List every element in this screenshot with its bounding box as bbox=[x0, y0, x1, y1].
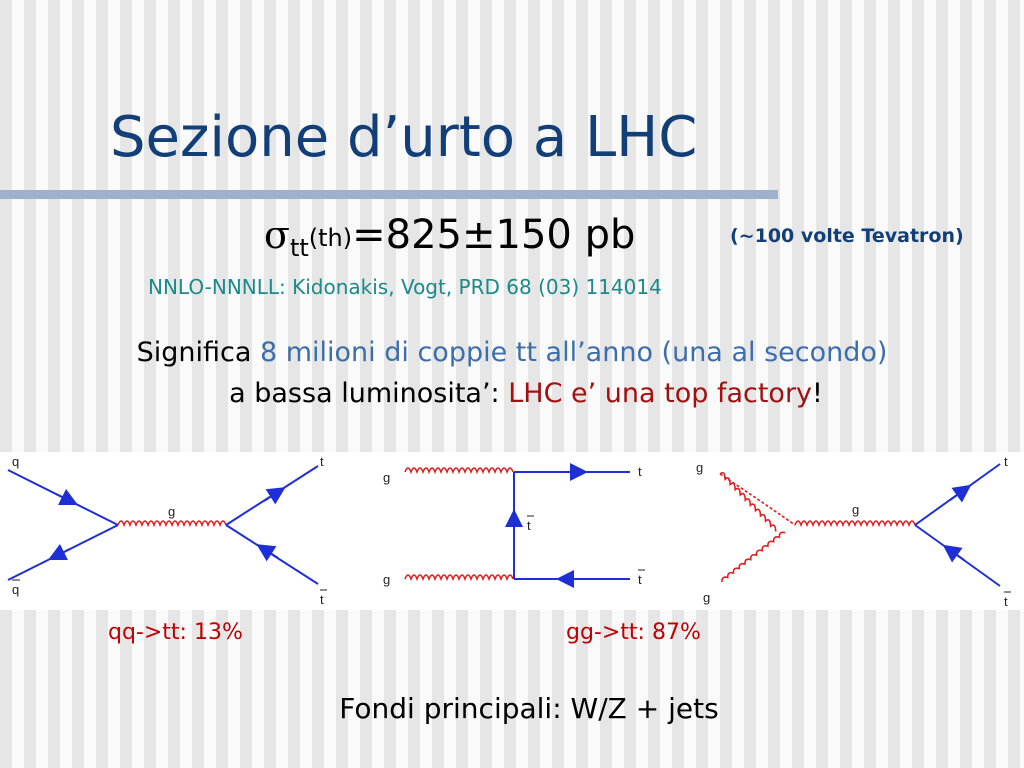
label-out-top: t bbox=[1004, 454, 1008, 469]
significance-prefix: Significa bbox=[136, 337, 260, 368]
diagram-qq-annihilation bbox=[8, 454, 327, 607]
label-propagator: g bbox=[852, 502, 860, 517]
title-underline bbox=[0, 190, 778, 199]
tevatron-note: (~100 volte Tevatron) bbox=[730, 225, 964, 247]
label-out-bottom: t bbox=[320, 592, 324, 607]
caption-qq-fraction: qq->tt: 13% bbox=[108, 620, 243, 645]
luminosity-prefix: a bassa luminosita’: bbox=[229, 378, 509, 409]
label-in-bottom: g bbox=[383, 572, 391, 587]
label-in-top: g bbox=[696, 460, 704, 475]
feynman-diagrams-panel bbox=[0, 452, 1024, 610]
significance-line-2 bbox=[0, 378, 1024, 409]
label-out-top: t bbox=[638, 464, 642, 479]
label-propagator: g bbox=[168, 504, 176, 519]
arrow-out-bottom bbox=[950, 550, 964, 560]
arrow-in-bottom bbox=[56, 549, 70, 556]
label-out-bottom: t bbox=[1004, 594, 1008, 609]
cross-section-formula bbox=[264, 212, 635, 262]
arrow-in-top bbox=[56, 494, 70, 501]
slide-title: Sezione d’urto a LHC bbox=[110, 105, 698, 170]
label-in-top: q bbox=[12, 454, 20, 469]
arrow-out-bottom bbox=[264, 549, 278, 558]
label-in-bottom: q bbox=[12, 582, 20, 597]
feynman-diagrams bbox=[0, 452, 1024, 610]
gluon-propagator bbox=[795, 521, 915, 525]
significance-highlight: 8 milioni di coppie tt all’anno (una al secondo) bbox=[259, 337, 888, 368]
gluon-in-top-loops bbox=[709, 472, 788, 532]
label-out-bottom: t bbox=[638, 572, 642, 587]
label-in-bottom: g bbox=[703, 590, 711, 605]
arrow-out-top bbox=[264, 492, 278, 501]
significance-line-1 bbox=[0, 337, 1024, 368]
label-out-top: t bbox=[320, 454, 324, 469]
diagram-gg-s-channel bbox=[696, 454, 1011, 609]
gluon-in-top bbox=[405, 468, 513, 472]
gluon-in-bottom-loops bbox=[713, 531, 793, 582]
gluon-propagator bbox=[118, 521, 226, 525]
diagram-gg-t-channel bbox=[383, 464, 645, 587]
reference-citation: NNLO-NNNLL: Kidonakis, Vogt, PRD 68 (03) 114014 bbox=[148, 275, 662, 299]
caption-gg-fraction: gg->tt: 87% bbox=[566, 620, 701, 645]
gluon-in-bottom bbox=[405, 575, 513, 579]
top-factory-highlight: LHC e’ una top factory bbox=[508, 378, 813, 409]
gluon-in-top bbox=[720, 474, 795, 525]
formula-qualifier: (th) bbox=[308, 224, 353, 252]
backgrounds-footer: Fondi principali: W/Z + jets bbox=[339, 692, 719, 725]
formula-value: =825±150 pb bbox=[352, 212, 636, 258]
arrow-out-top bbox=[950, 490, 964, 500]
sigma-symbol: σ bbox=[264, 213, 290, 257]
label-in-top: g bbox=[383, 470, 391, 485]
formula-subscript: tt bbox=[289, 234, 309, 262]
label-propagator: t bbox=[527, 518, 531, 533]
exclamation: ! bbox=[812, 378, 823, 409]
